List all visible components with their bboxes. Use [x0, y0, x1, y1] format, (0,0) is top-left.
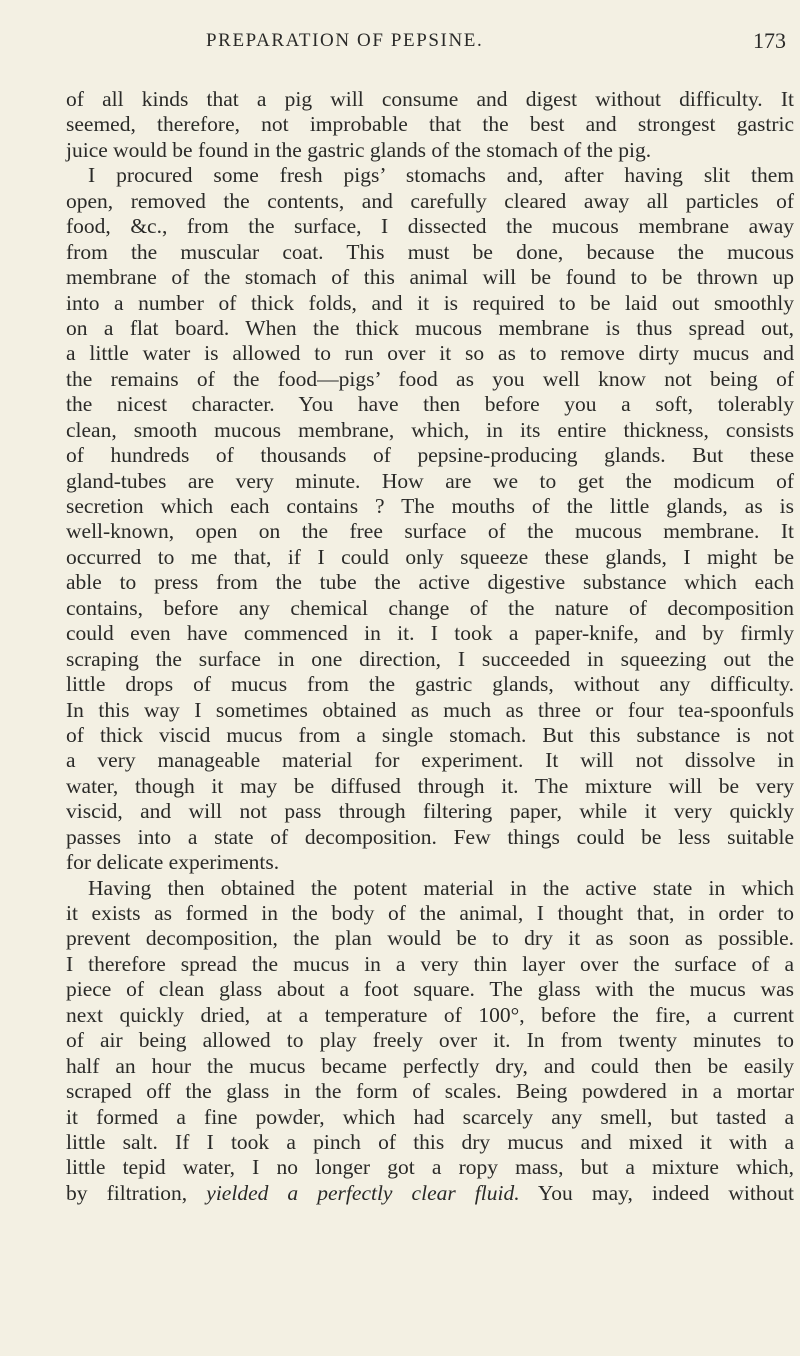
text-line: occurred to me that, if I could only squeeze these glands, I might be	[66, 544, 794, 569]
text-line: piece of clean glass about a foot square. The glass with the mucus was	[66, 977, 794, 1002]
text-line: a little water is allowed to run over it so as to remove dirty mucus and	[66, 341, 794, 366]
text-line: water, though it may be diffused through it. The mixture will be very	[66, 773, 794, 798]
text-line: of all kinds that a pig will consume and digest without difficulty. It	[66, 87, 794, 111]
final-text-line	[66, 1181, 794, 1206]
text-line: viscid, and will not pass through filtering paper, while it very quickly	[66, 799, 794, 824]
text-line: could even have commenced in it. I took a paper-knife, and by firmly	[66, 621, 794, 646]
text-line: open, removed the contents, and carefully cleared away all particles of	[66, 188, 794, 213]
text-line: a very manageable material for experiment. It will not dissolve in	[66, 748, 794, 773]
text-line: little tepid water, I no longer got a ropy mass, but a mixture which,	[66, 1155, 794, 1180]
text-line: juice would be found in the gastric glands of the stomach of the pig.	[66, 137, 652, 162]
final-line-end: You may, indeed without	[537, 1180, 795, 1205]
text-line: the remains of the food—pigs’ food as you well know not being of	[66, 366, 794, 391]
text-line: of hundreds of thousands of pepsine-producing glands. But these	[66, 443, 794, 468]
text-line: half an hour the mucus became perfectly dry, and could then be easily	[66, 1053, 794, 1078]
text-line: little salt. If I took a pinch of this dry mucus and mixed it with a	[66, 1129, 794, 1154]
page-number: 173	[753, 28, 786, 53]
body-text	[66, 87, 794, 1206]
text-line: of air being allowed to play freely over it. In from twenty minutes to	[66, 1028, 794, 1053]
text-line: I therefore spread the mucus in a very thin layer over the surface of a	[66, 951, 794, 976]
text-line: clean, smooth mucous membrane, which, in its entire thickness, consists	[66, 417, 794, 442]
text-line: food, &c., from the surface, I dissected the mucous membrane away	[66, 214, 794, 239]
text-line: scraped off the glass in the form of scales. Being powdered in a mortar	[66, 1079, 794, 1104]
text-line: In this way I sometimes obtained as much as three or four tea-spoonfuls	[66, 697, 794, 722]
text-line: contains, before any chemical change of the nature of decomposition	[66, 595, 794, 620]
text-line: it exists as formed in the body of the animal, I thought that, in order to	[66, 901, 794, 925]
text-line: prevent decomposition, the plan would be to dry it as soon as possible.	[66, 926, 794, 951]
text-line: scraping the surface in one direction, I succeeded in squeezing out the	[66, 646, 794, 671]
text-line: from the muscular coat. This must be done, because the mucous	[66, 239, 794, 264]
text-line: into a number of thick folds, and it is required to be laid out smoothly	[66, 290, 794, 315]
text-line: gland-tubes are very minute. How are we to get the modicum of	[66, 468, 794, 493]
italic-phrase: yielded a perfectly clear fluid.	[206, 1180, 520, 1205]
text-line: on a flat board. When the thick mucous membrane is thus spread out,	[66, 315, 794, 340]
text-line: membrane of the stomach of this animal will be found to be thrown up	[66, 265, 794, 290]
text-line: the nicest character. You have then before you a soft, tolerably	[66, 392, 794, 417]
text-line: seemed, therefore, not improbable that the best and strongest gastric	[66, 112, 794, 137]
text-line: it formed a fine powder, which had scarcely any smell, but tasted a	[66, 1104, 794, 1129]
text-line: passes into a state of decomposition. Few things could be less suitable	[66, 824, 794, 849]
text-line: next quickly dried, at a temperature of 100°, before the fire, a current	[66, 1002, 794, 1027]
text-line: well-known, open on the free surface of the mucous membrane. It	[66, 519, 794, 544]
text-line: for delicate experiments.	[66, 850, 280, 875]
text-line: secretion which each contains ? The mouths of the little glands, as is	[66, 494, 794, 518]
text-line: of thick viscid mucus from a single stomach. But this substance is not	[66, 722, 794, 747]
paragraph-start-line: Having then obtained the potent material in the active state in which	[88, 875, 794, 900]
page-header	[66, 26, 794, 60]
final-line-start: by filtration,	[66, 1180, 188, 1205]
text-line: little drops of mucus from the gastric glands, without any difficulty.	[66, 672, 794, 697]
running-title: PREPARATION OF PEPSINE.	[206, 30, 484, 51]
text-line: able to press from the tube the active digestive substance which each	[66, 570, 794, 595]
paragraph-start-line: I procured some fresh pigs’ stomachs and, after having slit them	[88, 163, 794, 188]
